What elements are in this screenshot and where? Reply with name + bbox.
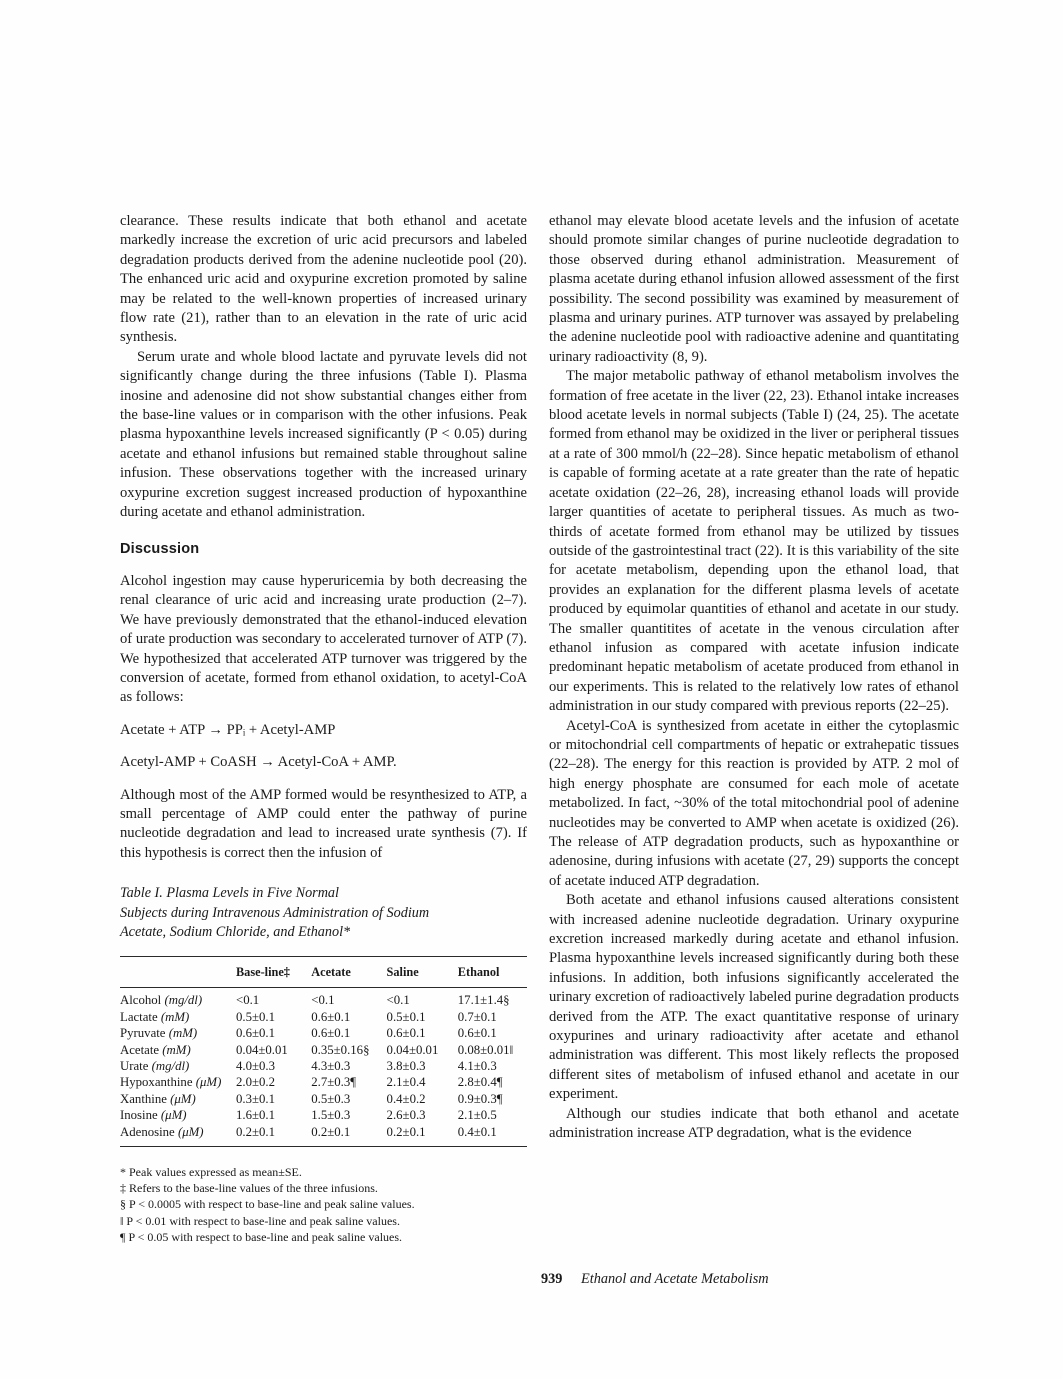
analyte-name: Hypoxanthine [120,1075,193,1090]
cell-value: 0.08±0.01‖ [457,1042,514,1057]
table-row [120,1107,527,1123]
cell-value: 0.5±0.1 [386,1009,426,1024]
cell-value: 2.7±0.3¶ [311,1075,357,1090]
plasma-levels-table [120,956,527,1147]
table-row [120,1025,527,1041]
analyte-name: Acetate [120,1042,160,1057]
cell-value: 4.3±0.3 [311,1059,351,1073]
footnote-p-01: ‖ P < 0.01 with respect to base-line and peak saline values. [120,1213,400,1228]
cell-value: 0.9±0.3¶ [457,1091,503,1106]
paragraph-ethanol-elevate: ethanol may elevate blood acetate levels and the infusion of acetate should promote similar changes of purine nucleotide degradation to those observed during ethanol administration. Measurement of plasma acetate during ethanol infusion allowed assessment of the first possibility. The second possibility was examined by measurement of plasma and urinary purines. ATP turnover was assayed by prelabeling the adenine nucleotide pool with radioactive adenine and quantitating urinary radioactivity (8, 9). [549,213,959,365]
footnote-baseline: ‡ Refers to the base-line values of the three infusions. [120,1181,378,1196]
left-column [120,212,527,1245]
cell-value: 0.6±0.1 [235,1026,275,1041]
footnote-p-05: ¶ P < 0.05 with respect to base-line and peak saline values. [120,1229,403,1244]
analyte-name: Inosine [120,1108,158,1123]
cell-value: 3.8±0.3 [386,1059,426,1073]
cell-value: 0.3±0.1 [235,1091,275,1106]
cell-value: 2.6±0.3 [386,1108,426,1123]
cell-value: 0.35±0.16§ [311,1042,370,1057]
paragraph-although-studies: Although our studies indicate that both ethanol and acetate administration increase ATP degradation, what is the evidence [549,1105,959,1142]
header-saline: Saline [387,956,458,987]
header-ethanol: Ethanol [458,956,527,987]
header-acetate: Acetate [311,956,386,987]
paragraph-acetyl-coa: Acetyl-CoA is synthesized from acetate in either the cytoplasmic or mitochondrial cell compartments of hepatic or extrahepatic tissues (22–28). The energy for this reaction is provided by ATP. 2 mol of high energy phosphate are consumed for each mole of acetate metabolized. In fact, ~30% of the total mitochondrial pool of adenine nucleotides may be converted to AMP when acetate is oxidized (26). The release of ATP degradation products, such as hypoxanthine or adenosine, during infusions with acetate (27, 29) supports the concept of acetate induced ATP degradation. [549,717,959,889]
cell-value: 4.1±0.3 [457,1059,497,1073]
table-1-block [120,884,527,1245]
analyte-unit: (mg/dl) [151,1059,190,1073]
cell-value: 2.8±0.4¶ [457,1075,503,1090]
header-baseline: Base-line‡ [236,956,311,987]
analyte-unit: (mM) [160,1009,190,1024]
analyte-name: Urate [120,1059,149,1073]
cell-value: 0.4±0.2 [386,1091,426,1106]
discussion-heading: Discussion [120,540,200,557]
analyte-name: Adenosine [120,1124,175,1139]
paragraph-alcohol-ingestion: Alcohol ingestion may cause hyperuricemia by both decreasing the renal clearance of uric acid and increasing urate production (2–7). We have previously demonstrated that the ethanol-induced elevation of urate production was secondary to accelerated turnover of ATP (7). We hypothesized that accelerated ATP turnover was triggered by the conversion of acetate, formed from ethanol oxidation, to acetyl-CoA as follows: [120,572,527,706]
analyte-unit: (mM) [162,1042,191,1057]
table-title-line: Acetate, Sodium Chloride, and Ethanol* [120,924,351,941]
cell-value: 4.0±0.3 [235,1059,275,1073]
cell-value: 0.5±0.1 [235,1009,275,1024]
analyte-unit: (μM) [177,1124,204,1139]
page-number: 939 [541,1271,563,1287]
cell-value: 0.6±0.1 [386,1026,426,1041]
table-row [120,1058,527,1074]
analyte-name: Lactate [120,1009,158,1024]
analyte-unit: (μM) [170,1091,196,1106]
table-1-title [120,884,527,943]
analyte-name: Xanthine [120,1091,167,1106]
cell-value: 0.7±0.1 [457,1009,497,1024]
cell-value: 0.2±0.1 [236,1124,311,1147]
table-header-row [120,956,527,987]
analyte-unit: (μM) [160,1108,187,1123]
analyte-unit: (μM) [195,1075,222,1090]
paragraph-clearance: clearance. These results indicate that both ethanol and acetate markedly increase the excretion of uric acid precursors and labeled degradation products derived from the adenine nucleotide pool (20). The enhanced uric acid and oxypurine excretion promoted by saline may be related to the well-known properties of increased urinary flow rate (21), rather than to an elevation in the rate of uric acid synthesis. [120,213,527,346]
table-row [120,1124,527,1147]
cell-value: 0.04±0.01 [386,1042,439,1057]
cell-value: 0.6±0.1 [311,1026,351,1041]
right-column [549,212,959,1144]
table-title-line: Table I. Plasma Levels in Five Normal [120,885,339,902]
cell-value: 2.1±0.5 [457,1108,497,1123]
paragraph-serum-urate: Serum urate and whole blood lactate and pyruvate levels did not significantly change during the three infusions (Table I). Plasma inosine and adenosine did not show substantial changes either from the base-line values or in comparison with the other infusions. Peak plasma hypoxanthine levels increased significantly (P < 0.05) during acetate and ethanol infusions but remained stable throughout saline infusion. These observations together with the increased urinary oxypurine excretion suggest increased production of hypoxanthine during acetate and ethanol administration. [120,348,527,521]
analyte-name: Pyruvate [120,1026,166,1041]
paragraph-major-pathway: The major metabolic pathway of ethanol metabolism involves the formation of free acetate in the liver (22, 23). Ethanol intake increases blood acetate levels in normal subjects (Table I) (24, 25). The acetate formed from ethanol may be oxidized in the liver or peripheral tissues at a rate of 300 mmol/h (22–28). Since hepatic metabolism of ethanol is capable of forming acetate at a rate greater than the rate of hepatic acetate oxidation (22–26, 28), increasing ethanol loads will provide larger quantities of acetate to peripheral tissues. As much as two-thirds of acetate formed from ethanol may be utilized by tissues outside of the gastrointestinal tract (22). It is this variability of the site for acetate metabolism, depending upon the ethanol load, that provides an explanation for the different plasma levels of acetate produced by equimolar quantities of ethanol and acetate in our study. The smaller quantitites of acetate in the venous circulation after ethanol infusion as compared with acetate infusion indicate predominant hepatic metabolism of acetate produced from ethanol in our experiments. This is related to the relatively low rates of ethanol administration in our study compared with previous reports (22–25). [549,368,959,715]
cell-value: 2.0±0.2 [235,1075,275,1090]
cell-value: 0.2±0.1 [311,1124,386,1147]
cell-value: 0.2±0.1 [387,1124,458,1147]
header-blank [120,956,236,987]
table-row [120,1009,527,1025]
cell-value: 0.6±0.1 [311,1009,351,1024]
table-row [120,1074,527,1090]
cell-value: 2.1±0.4 [386,1075,426,1090]
running-title: Ethanol and Acetate Metabolism [581,1271,769,1287]
cell-value: 1.6±0.1 [235,1108,275,1123]
analyte-unit: (mM) [168,1026,198,1041]
analyte-unit: (mg/dl) [164,993,203,1008]
table-footnotes [120,1164,527,1245]
equation-acetate-atp: Acetate + ATP → PPᵢ + Acetyl-AMP [120,721,336,738]
analyte-name: Alcohol [120,993,162,1008]
table-row [120,1042,527,1058]
cell-value: 0.04±0.01 [235,1042,288,1057]
cell-value: <0.1 [311,993,335,1008]
table-row [120,988,527,1009]
cell-value: 0.5±0.3 [311,1091,351,1106]
footnote-p-0005: § P < 0.0005 with respect to base-line and peak saline values. [120,1197,415,1212]
cell-value: 1.5±0.3 [311,1108,351,1123]
cell-value: 0.6±0.1 [457,1026,497,1041]
cell-value: 0.4±0.1 [458,1124,527,1147]
paragraph-both-infusions: Both acetate and ethanol infusions caused alterations consistent with increased adenine nucleotide degradation. Urinary oxypurine excretion increased markedly during acetate and ethanol infusion. Plasma hypoxanthine levels increased significantly during both these infusions. In addition, both infusions significantly accelerated the urinary excretion of radioactively labeled purine degradation products derived from the ATP. The exact quantitative response of urinary oxypurines and urinary radioactivity after acetate and ethanol administration was different. This most likely reflects the proposed different sites of metabolism of infused ethanol and acetate in our experiment. [549,892,959,1103]
footnote-peak-values: * Peak values expressed as mean±SE. [120,1165,302,1180]
table-row [120,1091,527,1107]
equation-acetyl-amp: Acetyl-AMP + CoASH → Acetyl-CoA + AMP. [120,754,397,771]
cell-value: 17.1±1.4§ [457,993,510,1008]
table-title-line: Subjects during Intravenous Administration of Sodium [120,904,430,921]
page-footer [541,1271,769,1288]
cell-value: <0.1 [386,993,410,1008]
paragraph-although-amp: Although most of the AMP formed would be resynthesized to ATP, a small percentage of AMP could enter the pathway of purine nucleotide degradation and lead to increased urate synthesis (7). If this hypothesis is correct then the infusion of [120,786,527,861]
cell-value: <0.1 [235,993,260,1008]
